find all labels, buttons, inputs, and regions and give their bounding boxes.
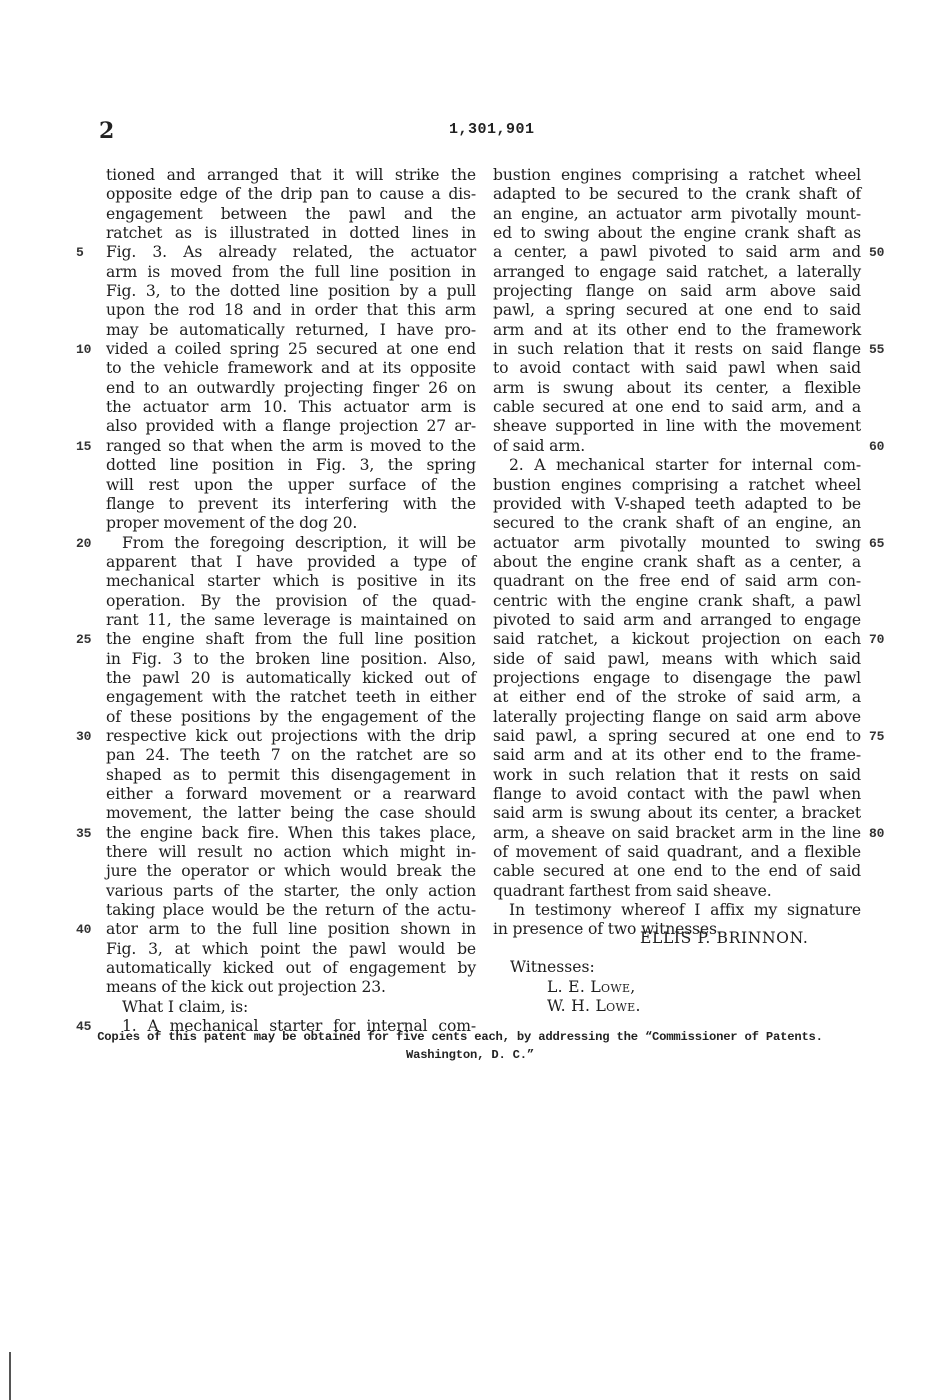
line-number: 25 <box>76 632 92 648</box>
text-line <box>493 611 861 630</box>
text-line <box>106 611 476 630</box>
text-line <box>493 592 861 611</box>
scan-margin-mark <box>9 1352 11 1400</box>
text-line <box>106 495 476 514</box>
line-text: flange to avoid contact with the pawl when <box>493 785 861 803</box>
text-line <box>106 553 476 572</box>
line-text: the pawl 20 is automatically kicked out of <box>106 668 476 687</box>
line-text: at either end of the stroke of said arm, a <box>493 688 861 707</box>
line-text: 2. A mechanical starter for internal com- <box>509 456 861 475</box>
text-line <box>76 726 476 746</box>
text-line <box>493 398 861 417</box>
line-text: arm and at its other end to the framework <box>493 320 861 339</box>
text-line <box>106 359 476 378</box>
text-line <box>76 630 476 649</box>
line-text: mechanical starter which is positive in its <box>106 572 476 591</box>
text-line <box>493 243 885 262</box>
line-text: 1. A mechanical starter for internal com- <box>122 1017 476 1036</box>
text-line <box>106 417 476 436</box>
text-line <box>493 436 885 456</box>
line-number: 20 <box>76 535 92 551</box>
patent-number: 1,301,901 <box>449 121 535 138</box>
text-line <box>106 708 476 727</box>
text-line <box>106 766 476 785</box>
text-line <box>106 224 476 243</box>
text-line <box>493 650 861 669</box>
line-text: projecting flange on said arm above said <box>493 282 861 301</box>
line-text: jure the operator or which would break the <box>106 862 476 881</box>
witnesses-label: Witnesses: <box>510 958 595 976</box>
text-line <box>106 998 476 1017</box>
footer-address: Washington, D. C.” <box>405 1048 535 1062</box>
line-text: end to an outwardly projecting finger 26 on <box>106 378 476 397</box>
line-text: various parts of the starter, the only action <box>106 881 476 900</box>
text-line <box>493 205 861 224</box>
text-line <box>106 901 476 920</box>
line-text: in presence of two witnesses. <box>493 920 722 939</box>
text-line <box>76 340 476 359</box>
line-text: adapted to be secured to the crank shaft of <box>493 185 861 204</box>
line-text: automatically kicked out of engagement by <box>106 959 476 978</box>
text-line <box>106 959 476 978</box>
line-text: cable secured at one end to the end of said <box>493 862 861 881</box>
text-line <box>106 572 476 591</box>
line-text: bustion engines comprising a ratchet wheel <box>493 166 861 184</box>
text-line <box>106 882 476 901</box>
line-text: Fig. 3. As already related, the actuator <box>106 243 476 262</box>
line-text: pan 24. The teeth 7 on the ratchet are so <box>106 746 476 765</box>
text-line <box>106 398 476 417</box>
text-line <box>106 804 476 823</box>
line-text: the engine shaft from the full line position <box>106 630 476 649</box>
witness-2-initials: W. H. <box>547 997 596 1015</box>
line-text: of these positions by the engagement of the <box>106 707 476 726</box>
line-number: 75 <box>869 728 885 744</box>
line-text: arranged to engage said ratchet, a laterally <box>493 262 861 281</box>
text-line <box>106 862 476 881</box>
text-line <box>106 456 476 475</box>
text-line <box>493 553 861 572</box>
line-text: rant 11, the same leverage is maintained on <box>106 610 476 629</box>
line-text: movement, the latter being the case should <box>106 804 476 823</box>
text-line <box>106 843 476 862</box>
line-number: 10 <box>76 342 92 358</box>
text-line <box>493 785 861 804</box>
text-line <box>493 301 861 320</box>
line-text: respective kick out projections with the drip <box>106 726 476 745</box>
line-text: ranged so that when the arm is moved to the <box>106 436 476 455</box>
right-text-column <box>493 166 885 940</box>
line-text: operation. By the provision of the quad- <box>106 591 476 610</box>
line-text: means of the kick out projection 23. <box>106 978 386 997</box>
line-text: the engine back fire. When this takes place, <box>106 823 476 842</box>
line-number: 50 <box>869 245 885 261</box>
line-text: From the foregoing description, it will be <box>122 533 476 552</box>
line-text: Fig. 3, to the dotted line position by a pull <box>106 282 476 301</box>
line-text: actuator arm pivotally mounted to swing <box>493 533 861 552</box>
line-text: side of said pawl, means with which said <box>493 649 861 668</box>
line-text: will rest upon the upper surface of the <box>106 475 476 494</box>
text-line <box>493 321 861 340</box>
text-line <box>493 630 885 649</box>
line-text: proper movement of the dog 20. <box>106 514 358 533</box>
line-number: 40 <box>76 922 92 938</box>
line-text: dotted line position in Fig. 3, the spring <box>106 456 476 475</box>
text-line <box>106 205 476 224</box>
text-line <box>106 514 476 533</box>
line-text: cable secured at one end to said arm, and a <box>493 398 861 417</box>
line-number: 60 <box>869 438 885 454</box>
text-line <box>493 708 861 727</box>
line-number: 65 <box>869 535 885 551</box>
text-line <box>493 882 861 901</box>
line-text: taking place would be the return of the actu- <box>106 901 476 920</box>
line-text: tioned and arranged that it will strike the <box>106 166 476 184</box>
line-text: secured to the crank shaft of an engine, an <box>493 514 861 533</box>
line-text: arm is swung about its center, a flexible <box>493 378 861 397</box>
inventor-signature: ELLIS P. BRINNON. <box>640 929 809 947</box>
line-text: What I claim, is: <box>122 997 249 1016</box>
text-line <box>106 321 476 340</box>
text-line <box>493 379 861 398</box>
witness-1-initials: L. E. <box>547 978 591 996</box>
text-line <box>493 340 885 359</box>
text-line <box>493 185 861 204</box>
line-text: In testimony whereof I affix my signature <box>509 901 861 920</box>
line-number: 70 <box>869 632 885 648</box>
text-line <box>493 495 861 514</box>
line-text: there will result no action which might in- <box>106 843 476 862</box>
text-line <box>106 476 476 495</box>
text-line <box>76 436 476 456</box>
text-line <box>493 166 861 185</box>
text-line <box>106 940 476 959</box>
line-text: to avoid contact with said pawl when said <box>493 359 861 378</box>
text-line <box>493 746 861 765</box>
line-text: upon the rod 18 and in order that this arm <box>106 301 476 320</box>
line-text: quadrant farthest from said sheave. <box>493 881 772 900</box>
line-number: 5 <box>76 245 84 261</box>
line-text: ratchet as is illustrated in dotted lines in <box>106 224 476 243</box>
text-line <box>493 804 861 823</box>
text-line <box>493 766 861 785</box>
line-text: an engine, an actuator arm pivotally mount- <box>493 204 861 223</box>
line-number: 80 <box>869 825 885 841</box>
witness-1-surname: Lowe, <box>590 978 636 996</box>
text-line <box>493 476 861 495</box>
line-text: opposite edge of the drip pan to cause a dis- <box>106 185 476 204</box>
text-line <box>106 978 476 997</box>
text-line <box>493 456 861 475</box>
footer-copies-notice: Copies of this patent may be obtained for five cents each, by addressing the “Commissioner of Patents. <box>97 1030 823 1044</box>
line-text: vided a coiled spring 25 secured at one end <box>106 340 476 359</box>
line-text: said arm is swung about its center, a bracket <box>493 804 861 823</box>
text-line <box>493 669 861 688</box>
witness-1 <box>547 978 636 996</box>
line-text: arm is moved from the full line position in <box>106 262 476 281</box>
text-line <box>106 166 476 185</box>
text-line <box>493 514 861 533</box>
text-line <box>106 688 476 707</box>
text-line <box>106 263 476 282</box>
text-line <box>493 359 861 378</box>
line-text: centric with the engine crank shaft, a pawl <box>493 591 861 610</box>
text-line <box>106 185 476 204</box>
left-text-column <box>76 166 476 1036</box>
line-text: engagement between the pawl and the <box>106 204 476 223</box>
line-number: 45 <box>76 1019 92 1035</box>
line-text: arm, a sheave on said bracket arm in the line <box>493 823 861 842</box>
text-line <box>493 843 861 862</box>
text-line <box>106 669 476 688</box>
line-text: bustion engines comprising a ratchet wheel <box>493 475 861 494</box>
text-line <box>106 592 476 611</box>
page-number: 2 <box>99 118 115 144</box>
line-text: Fig. 3, at which point the pawl would be <box>106 939 476 958</box>
line-text: sheave supported in line with the movement <box>493 417 861 436</box>
witness-2-surname: Lowe. <box>595 997 641 1015</box>
text-line <box>493 726 885 746</box>
text-line <box>493 282 861 301</box>
line-text: in Fig. 3 to the broken line position. Also, <box>106 649 476 668</box>
text-line <box>493 533 885 553</box>
text-line <box>493 688 861 707</box>
text-line <box>493 862 861 881</box>
text-line <box>76 823 476 843</box>
text-line <box>493 417 861 436</box>
line-number: 15 <box>76 438 92 454</box>
text-line <box>106 785 476 804</box>
text-line <box>493 572 861 591</box>
text-line <box>76 243 476 262</box>
line-text: engagement with the ratchet teeth in either <box>106 688 476 707</box>
line-text: quadrant on the free end of said arm con- <box>493 572 861 591</box>
line-text: to the vehicle framework and at its opposite <box>106 359 476 378</box>
line-text: pawl, a spring secured at one end to said <box>493 301 861 320</box>
line-text: work in such relation that it rests on said <box>493 765 861 784</box>
line-number: 35 <box>76 825 92 841</box>
line-text: of movement of said quadrant, and a flexible <box>493 843 861 862</box>
line-text: laterally projecting flange on said arm above <box>493 707 861 726</box>
line-text: the actuator arm 10. This actuator arm is <box>106 398 476 417</box>
line-text: about the engine crank shaft as a center, a <box>493 552 861 571</box>
line-text: ator arm to the full line position shown in <box>106 920 476 939</box>
text-line <box>106 379 476 398</box>
text-line <box>106 282 476 301</box>
text-line <box>493 901 861 920</box>
text-line <box>106 746 476 765</box>
text-line <box>493 224 861 243</box>
text-line <box>493 823 885 843</box>
line-text: shaped as to permit this disengagement in <box>106 765 476 784</box>
line-text: said ratchet, a kickout projection on each <box>493 630 861 649</box>
line-text: also provided with a flange projection 27 ar- <box>106 417 476 436</box>
line-text: a center, a pawl pivoted to said arm and <box>493 243 861 262</box>
line-text: in such relation that it rests on said flange <box>493 340 861 359</box>
text-line <box>493 263 861 282</box>
line-text: flange to prevent its interfering with the <box>106 494 476 513</box>
line-text: provided with V-shaped teeth adapted to be <box>493 494 861 513</box>
line-text: pivoted to said arm and arranged to engage <box>493 610 861 629</box>
text-line <box>76 533 476 553</box>
text-line <box>106 301 476 320</box>
line-text: ed to swing about the engine crank shaft as <box>493 224 861 243</box>
line-text: said pawl, a spring secured at one end to <box>493 726 861 745</box>
line-number: 55 <box>869 342 885 358</box>
line-number: 30 <box>76 728 92 744</box>
line-text: either a forward movement or a rearward <box>106 785 476 803</box>
text-line <box>76 920 476 939</box>
line-text: may be automatically returned, I have pro- <box>106 320 476 339</box>
line-text: projections engage to disengage the pawl <box>493 668 861 687</box>
witness-2 <box>547 997 641 1015</box>
line-text: of said arm. <box>493 436 586 455</box>
text-line <box>106 650 476 669</box>
line-text: said arm and at its other end to the frame- <box>493 746 861 765</box>
line-text: apparent that I have provided a type of <box>106 552 476 571</box>
